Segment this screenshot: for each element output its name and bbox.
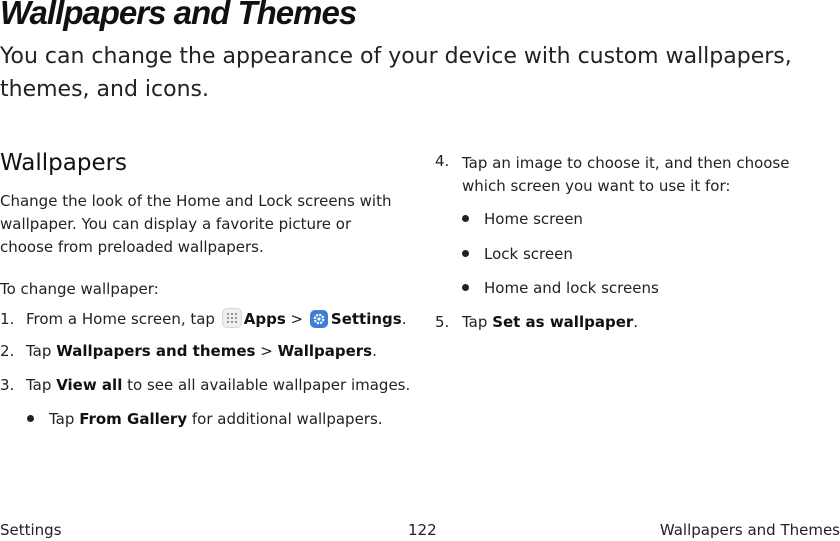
bullet-text-post: for additional wallpapers. <box>191 410 383 428</box>
option-label: Lock screen <box>484 245 573 263</box>
bullet-dot <box>462 284 469 291</box>
step-number: 2. <box>0 342 15 360</box>
step-3 <box>0 376 410 394</box>
intro-text: You can change the appearance of your device with custom wallpapers, themes, and icons. <box>0 44 792 102</box>
step-4 <box>435 152 832 198</box>
footer-page-number: 122 <box>408 521 437 539</box>
step-end: . <box>372 342 377 360</box>
bullet-dot <box>27 415 34 422</box>
set-as-wallpaper-label: Set as wallpaper <box>492 313 634 331</box>
from-gallery-label: From Gallery <box>79 410 188 428</box>
option-home-and-lock-screens <box>462 279 659 297</box>
step-number: 5. <box>435 313 450 331</box>
step-text: Tap <box>26 342 52 360</box>
step-number: 4. <box>435 152 450 170</box>
step-number: 1. <box>0 310 15 328</box>
step-end: . <box>633 313 639 331</box>
apps-grid-icon <box>222 308 242 328</box>
bullet-dot <box>462 215 469 222</box>
sub-bullet-from-gallery <box>27 410 383 428</box>
step-end: . <box>401 310 407 328</box>
left-column <box>0 190 411 428</box>
step-number: 3. <box>0 376 15 394</box>
step-5 <box>435 313 638 331</box>
wallpapers-and-themes-label: Wallpapers and themes <box>56 342 256 360</box>
page-title: Wallpapers and Themes <box>0 0 357 31</box>
option-lock-screen <box>462 245 573 263</box>
bullet-dot <box>462 250 469 257</box>
option-label: Home and lock screens <box>484 279 659 297</box>
settings-gear-icon <box>310 310 328 328</box>
footer-section-name: Settings <box>0 521 62 539</box>
step-1 <box>0 308 406 328</box>
footer-chapter-title: Wallpapers and Themes <box>659 521 840 539</box>
option-label: Home screen <box>484 210 583 228</box>
wallpapers-label: Wallpapers <box>277 342 373 360</box>
settings-label: Settings <box>330 310 402 328</box>
chevron-separator: > <box>290 310 304 328</box>
step-text: Tap <box>462 313 488 331</box>
bullet-text: Tap <box>49 410 75 428</box>
view-all-label: View all <box>56 376 123 394</box>
step-2 <box>0 342 377 360</box>
step-text-post: to see all available wallpaper images. <box>127 376 411 394</box>
option-home-screen <box>462 210 583 228</box>
section-heading-wallpapers: Wallpapers <box>0 150 128 176</box>
section-description: Change the look of the Home and Lock screens with wallpaper. You can display a favorite picture or choose from preloaded wallpapers. <box>0 192 392 256</box>
chevron-separator: > <box>260 342 273 360</box>
step-text: Tap an image to choose it, and then choose which screen you want to use it for: <box>462 154 790 195</box>
step-text: Tap <box>26 376 52 394</box>
procedure-lead: To change wallpaper: <box>0 280 159 298</box>
step-text: From a Home screen, tap <box>26 310 215 328</box>
apps-label: Apps <box>243 310 286 328</box>
